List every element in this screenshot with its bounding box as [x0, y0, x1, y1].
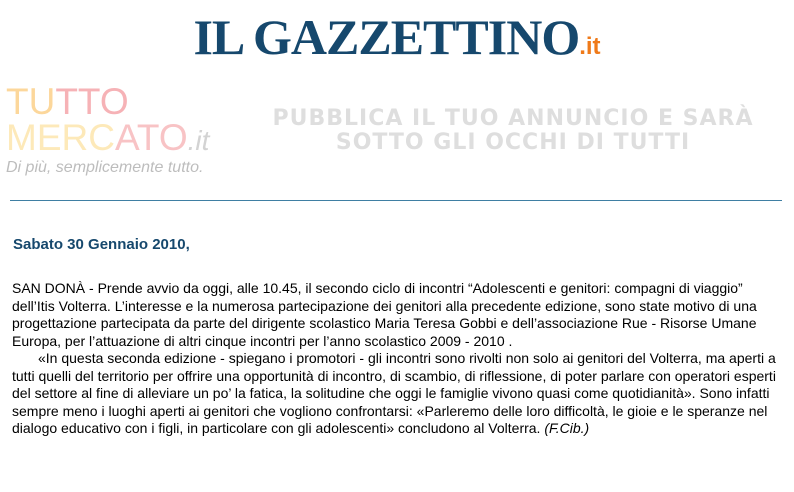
tuttomercato-line-2	[6, 117, 246, 159]
logo-tld: .it	[579, 33, 601, 60]
tuttomercato-text: MERC	[6, 117, 115, 158]
header-divider	[10, 200, 782, 201]
tuttomercato-line-1	[6, 81, 246, 122]
gazzettino-logo[interactable]	[0, 8, 794, 66]
article-signature: (F.Cib.)	[544, 420, 590, 436]
tuttomercato-text: TU	[6, 81, 56, 122]
article-body	[12, 280, 788, 438]
article-paragraph	[12, 350, 788, 438]
logo-name: IL GAZZETTINO	[193, 9, 580, 65]
article-date: Sabato 30 Gennaio 2010,	[13, 236, 190, 253]
promo-line-1: PUBBLICA IL TUO ANNUNCIO E SARÀ	[272, 106, 754, 131]
article-paragraph-text: «In questa seconda edizione - spiegano i promotori - gli incontri sono rivolti non solo ai genitori del Volterra, ma aperti a tutti quelli del territorio per offrire una opportunità di incontro, di scambio, di riflessione, di poter parlare con operatori esperti del settore al fine di alleviare un po’ la fatica, la solitudine che oggi le famiglie vivono quasi come quotidianità». Sono infatti sempre meno i luoghi aperti ai genitori che vogliono confrontarsi: «Parleremo delle loro difficoltà, le gioie e le speranze nel dialogo educativo con i figli, in particolare con gli adolescenti» concludono al Volterra.	[12, 350, 776, 436]
tuttomercato-text: ATO	[114, 117, 188, 158]
tuttomercato-logo[interactable]	[6, 81, 246, 177]
tuttomercato-text: TTO	[55, 81, 129, 122]
tuttomercato-slogan: Di più, semplicemente tutto.	[6, 159, 204, 176]
ad-promo-banner[interactable]	[250, 107, 776, 155]
promo-line-2: SOTTO GLI OCCHI DI TUTTI	[335, 130, 691, 155]
tuttomercato-tld: .it	[187, 125, 210, 156]
article-paragraph: SAN DONÀ - Prende avvio da oggi, alle 10.45, il secondo ciclo di incontri “Adolescenti e genitori: compagni di viaggio” dell’Itis Volterra. L’interesse e la numerosa partecipazione dei genitori alla precedente edizione, sono state motivo di una progettazione partecipata da parte del dirigente scolastico Maria Teresa Gobbi e dell’associazione Rue - Risorse Umane Europa, per l’attuazione di altri cinque incontri per l’anno scolastico 2009 - 2010 .	[12, 280, 757, 349]
